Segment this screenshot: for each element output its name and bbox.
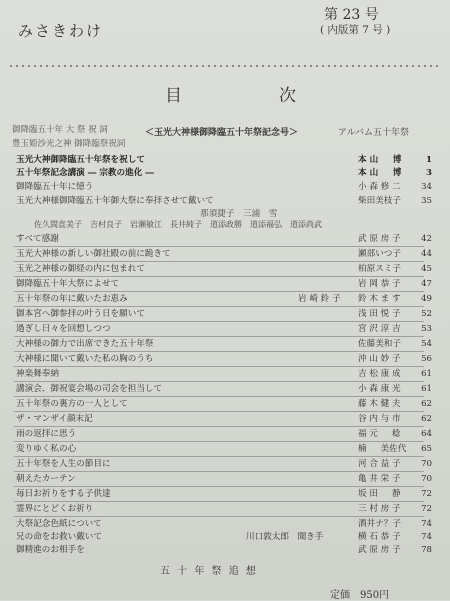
entry-page: 53	[421, 324, 432, 334]
rule	[14, 336, 424, 337]
entry-title: 講演会、御祝宴会場の司会を担当して	[16, 384, 163, 394]
toc-entry	[16, 308, 436, 321]
entry-author: 福 元 稔	[358, 429, 401, 439]
entry-page: 42	[421, 234, 432, 244]
rule	[14, 411, 424, 412]
entry-page: 47	[421, 279, 432, 289]
toc-entry	[16, 413, 436, 426]
entry-title: すべて感謝	[16, 234, 59, 244]
caption-left-1: 御降臨五十年 大 祭 祝 詞	[12, 125, 108, 135]
toc-entry	[16, 323, 436, 336]
rule	[14, 516, 424, 517]
entry-author: 沖 山 妙 子	[358, 354, 401, 364]
rule	[14, 381, 424, 382]
entry-page: 61	[421, 369, 432, 379]
entry-page: 34	[421, 182, 432, 192]
entry-title: 大神様の御力で出席できた五十年祭	[16, 339, 154, 349]
entry-author: 谷 内 与 市	[358, 414, 401, 424]
entry-title: 霊界にとどくお祈り	[16, 504, 94, 514]
toc-entry	[16, 368, 436, 381]
entry-author: 柏原スミ子	[358, 264, 401, 274]
toc-entry	[16, 443, 436, 456]
entry-page: 74	[421, 519, 432, 529]
entry-author: 武 原 房 子	[358, 545, 401, 555]
toc-entry	[16, 293, 436, 306]
entry-co-author: 岩 崎 鈴 子	[298, 294, 341, 304]
entry-page: 49	[421, 294, 432, 304]
entry-page: 62	[421, 399, 432, 409]
entry-page: 54	[421, 339, 432, 349]
entry-title: 神楽舞奉納	[16, 369, 59, 379]
caption-left-2: 豊玉姫沙光之神 御降臨祭祝詞	[12, 139, 126, 149]
entry-title: ザ・マンザイ顔末記	[16, 414, 93, 424]
rule	[14, 396, 424, 397]
entry-author: 浅 田 悦 子	[358, 309, 401, 319]
toc-entry	[16, 503, 436, 516]
rule	[14, 246, 424, 247]
entry-title: 毎日お祈りをする子供達	[16, 489, 111, 499]
caption-album: アルバム五十年祭	[338, 128, 410, 138]
entry-title: 大祭記念色紙について	[16, 519, 102, 529]
rule	[14, 441, 424, 442]
rule	[14, 366, 424, 367]
rule	[14, 291, 424, 292]
entry-author: 小 森 修 二	[358, 182, 401, 192]
toc-entry	[16, 383, 436, 396]
toc-entry	[16, 398, 436, 411]
rule	[14, 276, 424, 277]
toc-entry	[16, 353, 436, 366]
entry-title: 御降臨五十年大祭によせて	[16, 279, 120, 289]
entry-title: 御精進のお相手を	[16, 545, 85, 555]
entry-author: 藤 木 健 夫	[358, 399, 401, 409]
entry-title: 玉光大神様の新しい御社殿の前に跪きて	[16, 249, 171, 259]
toc-entry	[16, 248, 436, 261]
issue-number: 第 23 号	[324, 7, 379, 23]
entry-page: 45	[421, 264, 432, 274]
rule	[14, 351, 424, 352]
entry-page: 52	[421, 309, 432, 319]
entry-page: 61	[421, 384, 432, 394]
rule	[14, 501, 424, 502]
entry-page: 64	[421, 429, 432, 439]
entry-author: 小 森 康 光	[358, 384, 401, 394]
entry-page: 78	[421, 545, 432, 555]
entry-author: 柴田美枝子	[358, 196, 401, 206]
entry-author: 武 原 房 子	[358, 234, 401, 244]
entry-title: 五十年祭の年に戴いたお恵み	[16, 294, 128, 304]
entry-title: 兄の命をお救い戴いて	[16, 532, 102, 542]
toc-entry	[16, 488, 436, 501]
entry-page: 72	[421, 489, 432, 499]
toc-entry	[16, 518, 436, 531]
memorial-section-title: 五 十 年 祭 追 想	[160, 566, 258, 577]
entry-author: 瀬部いつ子	[358, 249, 401, 259]
entry-author: 宮 沢 淳 吉	[358, 324, 401, 334]
entry-page: 62	[421, 414, 432, 424]
toc-entry	[16, 338, 436, 351]
entry-page: 74	[421, 532, 432, 542]
entry-page: 44	[421, 249, 432, 259]
magazine-title: みさきわけ	[18, 22, 104, 40]
contributors-line-2: 佐久間直美子 吉村良子 岩瀬敏江 長井純子 道添政勝 道添福弘 道添尚武	[34, 220, 322, 229]
entry-title: 玉光大神御降臨五十年祭を祝して	[16, 155, 145, 165]
entry-title: 御降臨五十年に憶う	[16, 182, 94, 192]
toc-heading: 目 次	[165, 86, 336, 106]
toc-entry	[16, 263, 436, 276]
entry-author: 吉 松 康 成	[358, 369, 401, 379]
rule	[14, 471, 424, 472]
entry-author: 酒井ナ？子	[358, 519, 401, 529]
entry-page: 65	[421, 444, 432, 454]
entry-title: 大神様に聞いて戴いた私の胸のうち	[16, 354, 154, 364]
entry-title: 変りゆく私の心	[16, 444, 77, 454]
toc-entry	[16, 278, 436, 291]
toc-entry	[16, 458, 436, 471]
rule	[14, 486, 424, 487]
rule	[14, 456, 424, 457]
entry-title: 御本宮へ御参拝の叶う日を願いて	[16, 309, 145, 319]
entry-author: 三 村 房 子	[358, 504, 401, 514]
entry-title: 朝えたカーテン	[16, 474, 76, 484]
toc-entry	[16, 154, 436, 167]
entry-title: 五十年祭を人生の節目に	[16, 459, 111, 469]
price: 定価 950円	[330, 590, 390, 601]
toc-entry	[16, 428, 436, 441]
toc-entry	[16, 167, 436, 180]
entry-author: 本 山 博	[358, 155, 402, 165]
entry-title: 五十年祭記念講演 ― 宗教の進化 ―	[16, 168, 154, 178]
issue-subnumber: ( 内版第 7 号 )	[320, 24, 391, 36]
entry-author: 佐藤美和子	[358, 339, 401, 349]
entry-author: 鈴 木 ま す	[358, 294, 401, 304]
entry-author: 本 山 博	[358, 168, 402, 178]
toc-entry	[16, 181, 436, 194]
toc-entry	[16, 544, 436, 557]
entry-co-author: 川口敦太郎 聞き手	[246, 532, 324, 542]
entry-page: 3	[426, 168, 432, 178]
toc-entry	[16, 531, 436, 544]
rule	[14, 426, 424, 427]
rule	[14, 321, 424, 322]
top-dotted-border	[8, 63, 442, 69]
entry-page: 70	[421, 459, 432, 469]
contributors-line-1: 那須捷子 三浦 雪	[200, 209, 278, 219]
entry-title: 五十年祭の裏方の一人として	[16, 399, 128, 409]
entry-page: 70	[421, 474, 432, 484]
entry-title: 過ぎし日々を回想しつつ	[16, 324, 111, 334]
entry-title: 玉光之神様の御経の内に包まれて	[16, 264, 145, 274]
rule	[14, 261, 424, 262]
entry-author: 亀 井 栄 子	[358, 474, 401, 484]
entry-author: 坂 田 静	[358, 489, 401, 499]
entry-title: 雨の返拝に思う	[16, 429, 77, 439]
rule	[14, 306, 424, 307]
entry-page: 1	[426, 155, 432, 165]
entry-title: 玉光大神様御降臨五十年御大祭に奉拝させて戴いて	[16, 196, 214, 206]
entry-page: 35	[421, 196, 432, 206]
entry-author: 岩 岡 恭 子	[358, 279, 401, 289]
entry-author: 横 石 恭 子	[358, 532, 401, 542]
toc-entry	[16, 233, 436, 246]
entry-page: 72	[421, 504, 432, 514]
entry-page: 56	[421, 354, 432, 364]
entry-author: 河 合 益 子	[358, 459, 401, 469]
toc-entry	[16, 473, 436, 486]
caption-center: ＜玉光大神様御降臨五十年祭記念号＞	[145, 128, 299, 138]
entry-author: 楠 美佐代	[358, 444, 407, 454]
